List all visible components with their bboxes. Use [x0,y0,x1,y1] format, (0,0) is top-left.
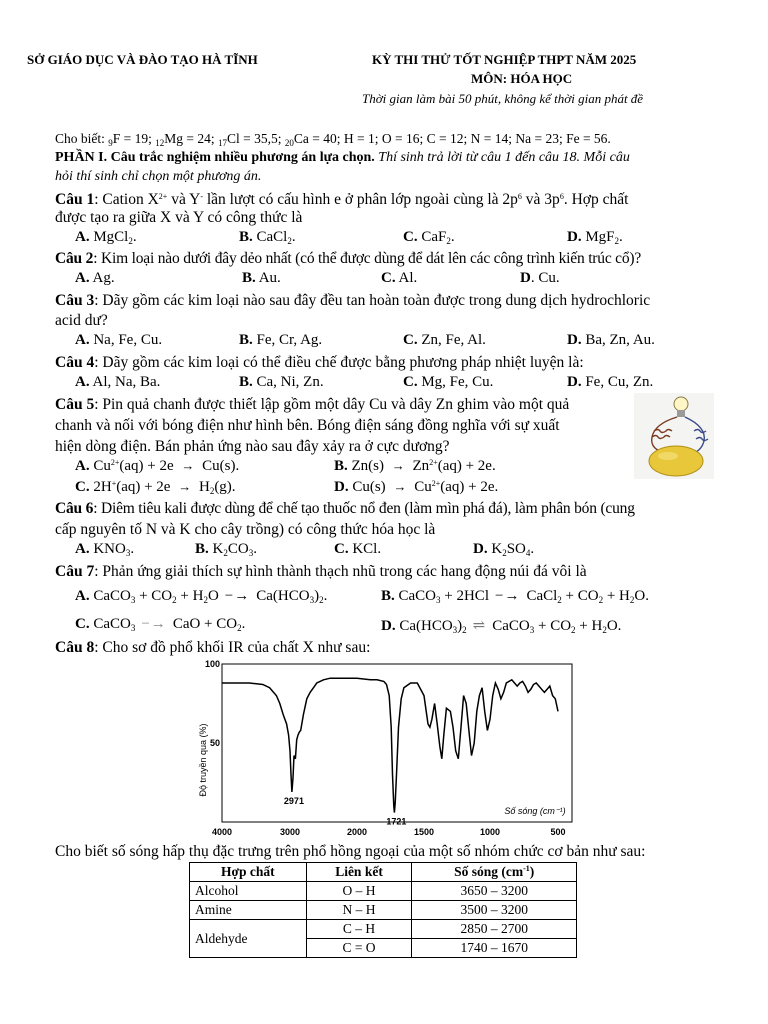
q6-option-d[interactable]: D. $K_2SO_4$. [473,541,535,558]
cell-wavenumber: 3650 – 3200 [412,882,577,901]
lemon-battery-illustration [634,393,714,479]
q2-option-d[interactable]: D. Cu. [520,270,560,286]
q5-option-b[interactable]: B. $Zn(s) \to Zn^{2+}(aq) + 2e$. [334,458,496,474]
q1-option-d[interactable]: D. MgF$_2$. [567,229,623,246]
table-header-row [190,863,577,882]
q1-option-b[interactable]: B. CaCl$_2$. [239,229,296,246]
y-tick-label: 100 [204,659,220,669]
q4-option-a[interactable]: A. Al, Na, Ba. [75,374,161,390]
cell-wavenumber: 1740 – 1670 [412,939,577,958]
x-tick-label: 1000 [479,827,501,837]
q6-option-b[interactable]: B. $K_2CO_3$. [195,541,257,558]
q2-option-b[interactable]: B. Au. [242,270,281,286]
question-5-line3: hiện dòng điện. Bán phản ứng nào sau đây xảy ra ở cực dương? [55,438,450,455]
question-3: Câu 3: Dãy gồm các kim loại nào sau đây đều tan hoàn toàn được trong dung dịch hydrochloric [55,292,651,309]
q3-option-a[interactable]: A. Na, Fe, Cu. [75,332,163,348]
table-row [190,901,577,920]
question-6-line2: cấp nguyên tố N và K cho cây trồng) có công thức hóa học là [55,521,436,538]
q1-option-c[interactable]: C. CaF$_2$. [403,229,455,246]
question-8: Câu 8: Cho sơ đồ phổ khối IR của chất X như sau: [55,639,371,656]
y-axis-label: Độ truyền qua (%) [198,723,208,797]
q2-option-c[interactable]: C. Al. [381,270,418,286]
question-5: Câu 5: Pin quả chanh được thiết lập gồm một dây Cu và dây Zn ghim vào một quả [55,396,570,413]
header-wavenumber: Số sóng $(cm^{-1})$ [412,863,577,882]
y-tick-label: 50 [209,738,220,748]
subject-title: MÔN: HÓA HỌC [471,71,573,86]
lemon-icon [649,446,703,476]
x-tick-label: 4000 [211,827,233,837]
q3-option-b[interactable]: B. Fe, Cr, Ag. [239,332,323,348]
cell-bond: O – H [306,882,412,901]
school-name: SỞ GIÁO DỤC VÀ ĐÀO TẠO HÀ TĨNH [27,52,258,67]
exam-title: KỲ THI THỬ TỐT NGHIỆP THPT NĂM 2025 [372,52,637,67]
q4-option-c[interactable]: C. Mg, Fe, Cu. [403,374,494,390]
q6-option-a[interactable]: A. $KNO_3$. [75,541,135,558]
q7-option-c[interactable]: C. CaCO$_3$ −→ CaO + $CO_2$. [75,616,246,633]
cell-bond: C – H [306,920,412,939]
q5-option-a[interactable]: A. $Cu^{2+}(aq) + 2e \to Cu(s)$. [75,458,240,474]
part1-instruction: hỏi thí sinh chỉ chọn một phương án. [55,169,262,184]
q4-option-d[interactable]: D. Fe, Cu, Zn. [567,374,654,390]
question-2: Câu 2: Kim loại nào dưới đây dẻo nhất (có thể được dùng để dát lên các công trình kiến trúc cổ)? [55,250,642,267]
question-1: Câu 1: Cation $X^{2+}$ và Y- lần lượt có cấu hình e ở phân lớp ngoài cùng là $2p^6$ và $3p^6$. Hợp chất [55,191,629,208]
x-tick-label: 3000 [279,827,301,837]
part1-heading: PHẦN I. Câu trắc nghiệm nhiều phương án lựa chọn. Thí sinh trả lời từ câu 1 đến câu 18. Mỗi câu [55,150,630,165]
q3-option-c[interactable]: C. Zn, Fe, Al. [403,332,486,348]
q5-option-c[interactable]: C. $2H^+(aq) + 2e \to H_2(g)$. [75,479,236,496]
question-4: Câu 4: Dãy gồm các kim loại có thể điều chế được bằng phương pháp nhiệt luyện là: [55,354,584,371]
q5-option-d[interactable]: D. $Cu(s) \to Cu^{2+}(aq) + 2e$. [334,479,499,495]
atomic-masses: Cho biết: $_9$F = 19; $_{12}$Mg = 24; $_{17}$Cl = 35,5; $_{20}$Ca = 40; H = 1; O = 16; C = 12; N = 14; Na = 23; Fe = 56. [55,131,611,148]
q7-option-d[interactable]: D. $Ca(HCO_3)_2$ ⇌ CaCO$_3$ + $CO_2 + H_2O$. [381,618,622,635]
question-1-line2: được tạo ra giữa X và Y có công thức là [55,209,303,226]
time-note: Thời gian làm bài 50 phút, không kể thời gian phát đề [362,91,644,106]
ir-absorption-table [189,862,577,958]
question-7: Câu 7: Phản ứng giải thích sự hình thành thạch nhũ trong các hang động núi đá vôi là [55,563,587,580]
table-row [190,920,577,939]
cell-compound: Alcohol [190,882,307,901]
q7-option-b[interactable]: B. CaCO$_3$ + 2HCl −→ CaCl$_2$ + $CO_2 + H_2O$. [381,588,649,605]
cell-wavenumber: 3500 – 3200 [412,901,577,920]
peak-label: 1721 [386,816,407,827]
q2-option-a[interactable]: A. Ag. [75,270,115,286]
q3-option-d[interactable]: D. Ba, Zn, Au. [567,332,655,348]
cell-compound: Amine [190,901,307,920]
q4-option-b[interactable]: B. Ca, Ni, Zn. [239,374,324,390]
question-6: Câu 6: Diêm tiêu kali được dùng để chế tạo thuốc nổ đen (làm mìn phá đá), làm phân bón (cung [55,500,635,517]
header-compound: Hợp chất [190,863,307,882]
ir-spectrum-chart [190,658,580,840]
x-tick-label: 2000 [346,827,368,837]
x-tick-labels [212,827,566,837]
q1-option-a[interactable]: A. MgCl$_2$. [75,229,137,246]
cell-bond: C = O [306,939,412,958]
x-tick-label: 500 [550,827,566,837]
header-bond: Liên kết [306,863,412,882]
cell-wavenumber: 2850 – 2700 [412,920,577,939]
table-row [190,882,577,901]
plot-frame [222,664,572,822]
question-5-line2: chanh và nối với bóng điện như hình bên. Bóng điện sáng đồng nghĩa với sự xuất [55,417,560,434]
cell-bond: N – H [306,901,412,920]
q6-option-c[interactable]: C. KCl. [334,541,382,557]
x-axis-label: Số sóng (cm⁻¹) [504,806,566,816]
peak-label: 2971 [283,795,304,806]
q7-option-a[interactable]: A. CaCO$_3$ + $CO_2 + H_2O -\to Ca(HCO_3)_2$. [75,588,328,605]
cell-compound: Aldehyde [190,920,307,958]
table-intro: Cho biết số sóng hấp thụ đặc trưng trên phổ hồng ngoại của một số nhóm chức cơ bản như sau: [55,843,646,860]
x-tick-label: 1500 [413,827,435,837]
question-3-line2: acid dư? [55,312,108,329]
